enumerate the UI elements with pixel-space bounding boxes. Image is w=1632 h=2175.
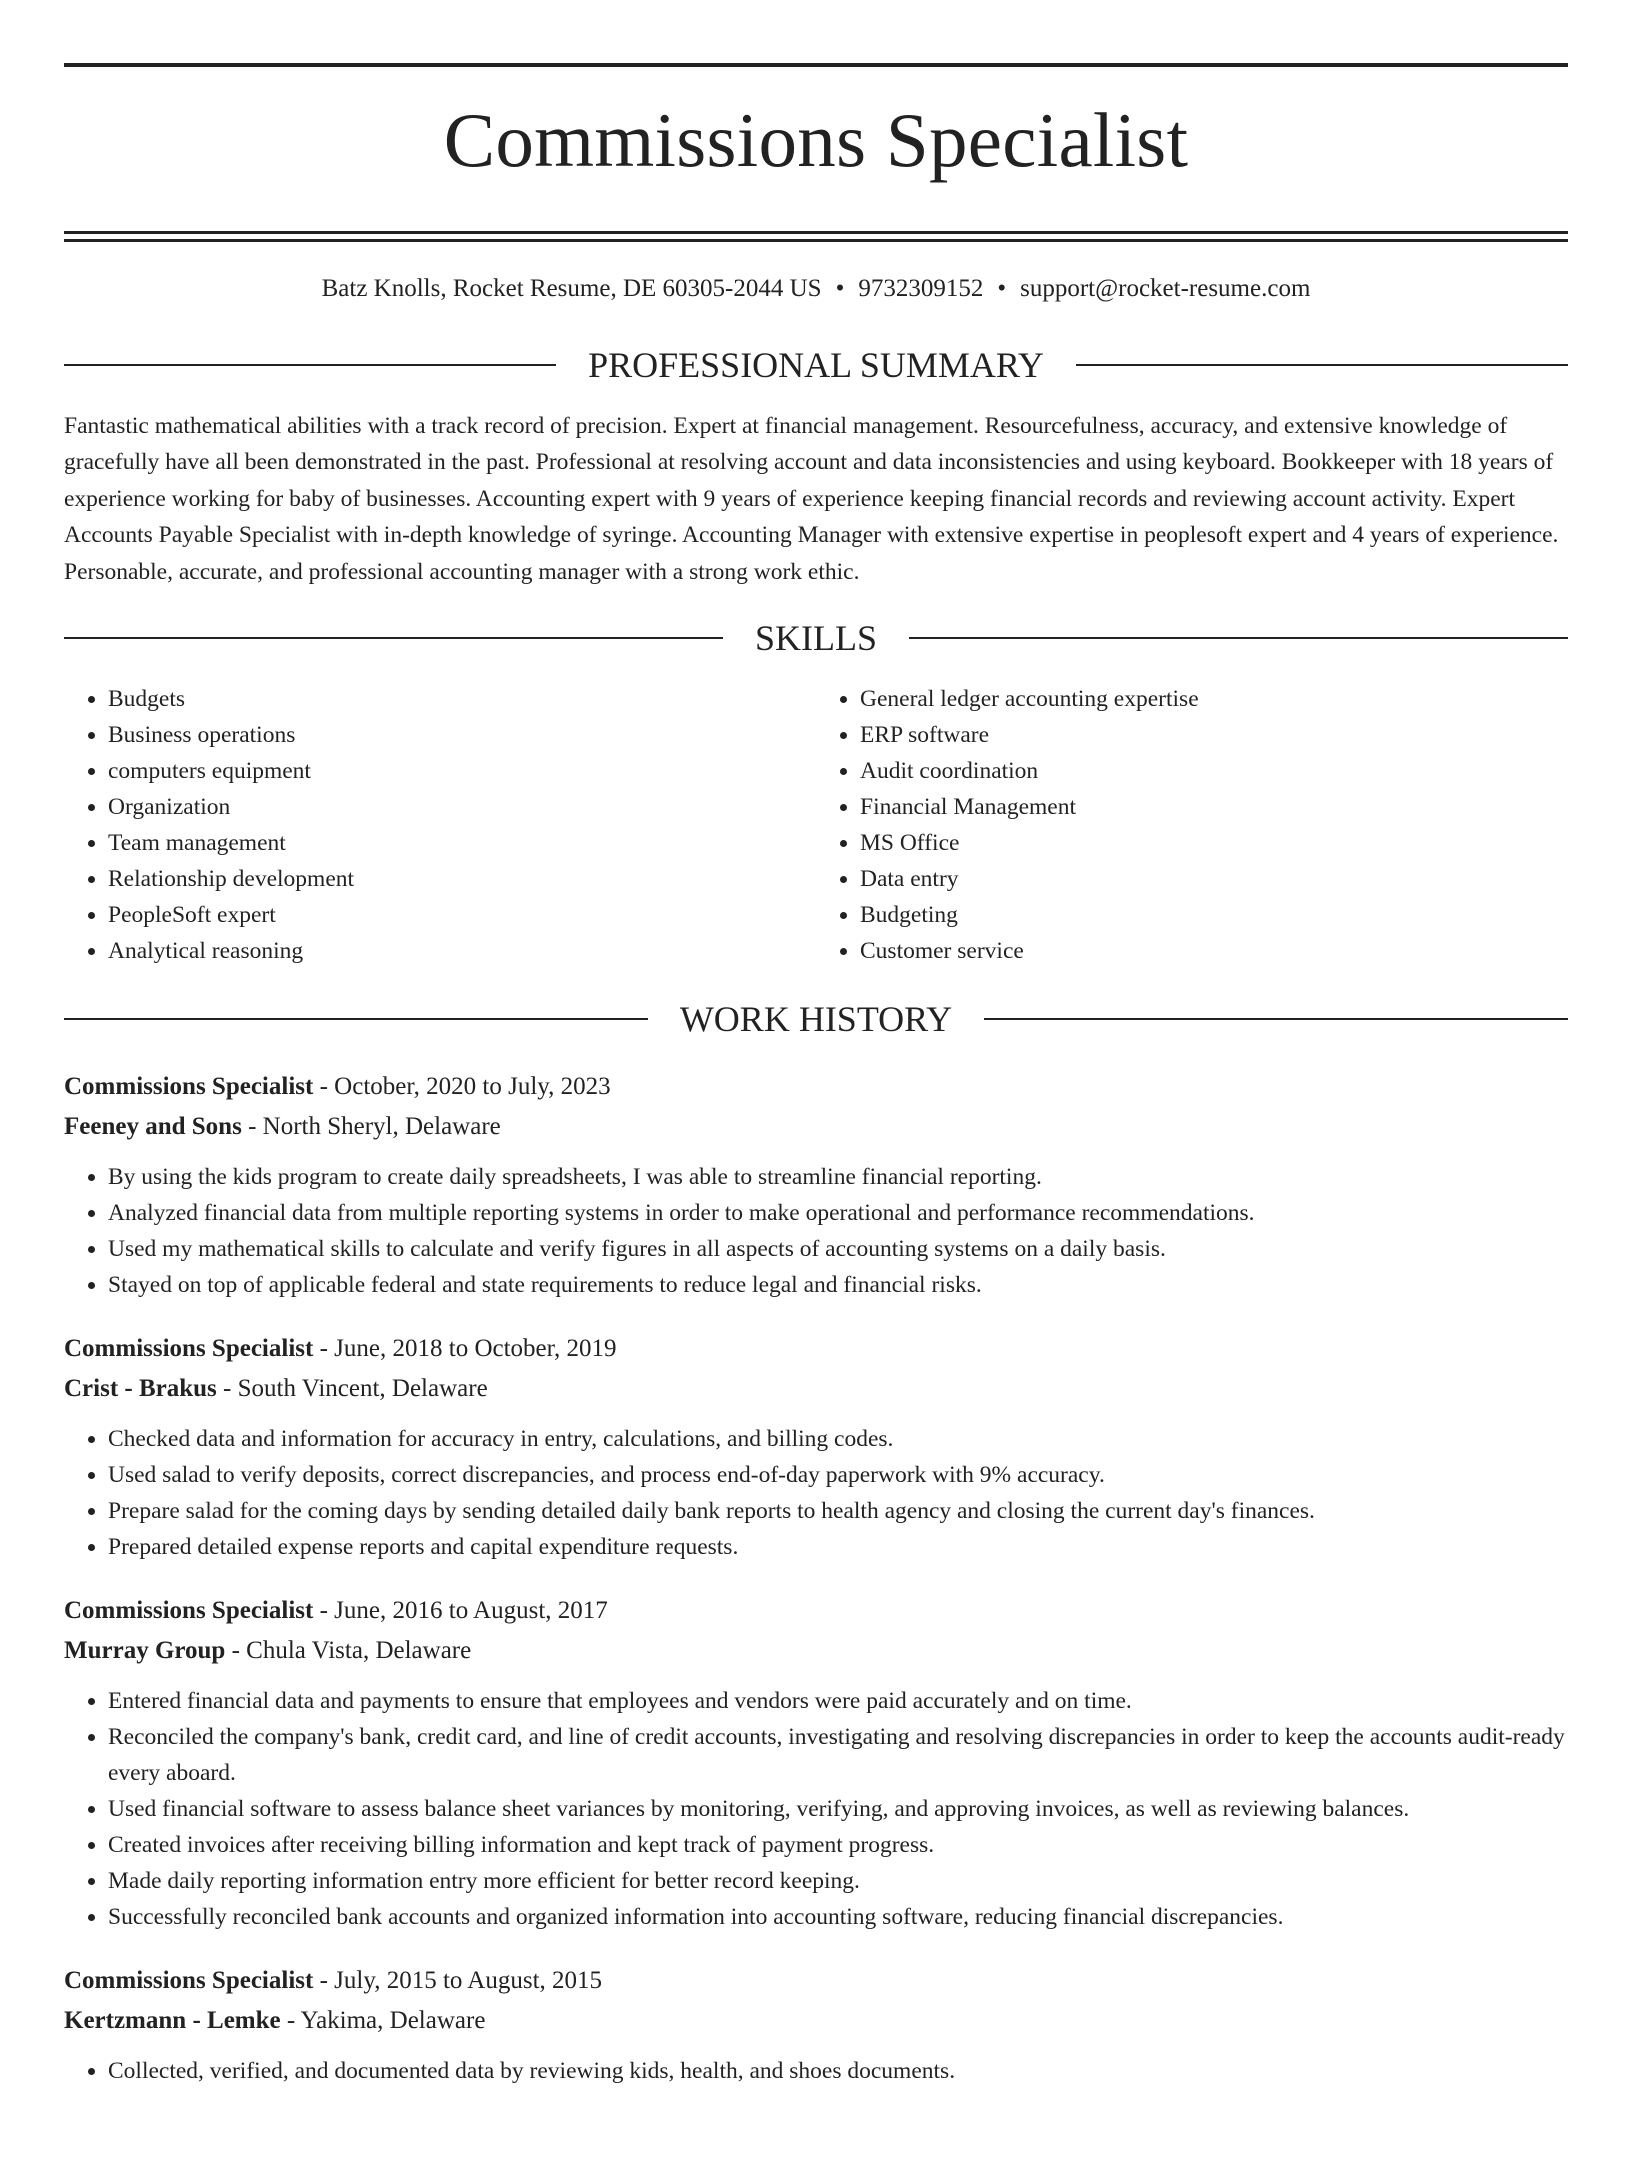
job-entry [64, 1591, 1568, 1935]
job-title: Commissions Specialist [64, 1967, 314, 1995]
skill-item: • PeopleSoft expert [108, 897, 816, 933]
job-title-line [64, 1591, 1568, 1631]
job-dates: - October, 2020 to July, 2023 [313, 1073, 611, 1101]
job-location: - Yakima, Delaware [280, 2007, 486, 2035]
job-bullets [64, 1421, 1568, 1565]
summary-text: Fantastic mathematical abilities with a track record of precision. Expert at financial management. Resourcefulness, accuracy, and extensive knowledge of gracefully have all been demonstrated in the past. Professional at resolving account and data inconsistencies and using keyboard. Bookkeeper with 18 years of experience working for baby of businesses. Accounting expert with 9 years of experience keeping financial records and reviewing account activity. Expert Accounts Payable Specialist with in-depth knowledge of syringe. Accounting Manager with extensive expertise in peoplesoft expert and 4 years of experience. Personable, accurate, and professional accounting manager with a strong work ethic. [64, 412, 1559, 585]
skill-item: • Organization [108, 789, 816, 825]
contact-phone: 9732309152 [858, 274, 984, 302]
skill-item: • computers equipment [108, 753, 816, 789]
skills-heading [64, 618, 1568, 659]
job-bullet: • Reconciled the company's bank, credit card, and line of credit accounts, investigating and resolving discrepancies in order to keep the accounts audit-ready every aboard. [108, 1719, 1568, 1791]
job-entry [64, 1067, 1568, 1303]
heading-rule [984, 1018, 1568, 1020]
job-company-line [64, 1107, 1568, 1147]
skill-item: • Relationship development [108, 861, 816, 897]
skill-item: • Customer service [860, 933, 1568, 969]
job-bullets [64, 1683, 1568, 1935]
job-entry [64, 1961, 1568, 2089]
job-company-line [64, 1631, 1568, 1671]
skill-item: • ERP software [860, 717, 1568, 753]
work-heading-label: WORK HISTORY [679, 999, 953, 1040]
job-bullet: • Stayed on top of applicable federal and state requirements to reduce legal and financial risks. [108, 1267, 1568, 1303]
skill-item: • Budgets [108, 681, 816, 717]
job-bullets [64, 1159, 1568, 1303]
skills-list-left [64, 681, 816, 969]
skill-item: • Financial Management [860, 789, 1568, 825]
heading-rule [64, 637, 723, 639]
job-bullet: • Prepare salad for the coming days by sending detailed daily bank reports to health agency and closing the current day's finances. [108, 1493, 1568, 1529]
skill-item: • General ledger accounting expertise [860, 681, 1568, 717]
heading-rule [1076, 364, 1568, 366]
job-company-line [64, 2001, 1568, 2041]
summary-heading [64, 344, 1568, 385]
heading-rule [64, 364, 556, 366]
heading-rule [909, 637, 1568, 639]
skills-columns [64, 681, 1568, 969]
resume-page [0, 63, 1632, 2175]
job-bullet: • Successfully reconciled bank accounts and organized information into accounting software, reducing financial discrepancies. [108, 1899, 1568, 1935]
job-dates: - June, 2016 to August, 2017 [313, 1597, 608, 1625]
skill-item: • Analytical reasoning [108, 933, 816, 969]
heading-rule [64, 1018, 648, 1020]
job-company: Kertzmann - Lemke [64, 2007, 281, 2035]
job-title: Commissions Specialist [64, 1335, 314, 1363]
job-bullet: • Created invoices after receiving billing information and kept track of payment progress. [108, 1827, 1568, 1863]
skill-item: • Team management [108, 825, 816, 861]
job-bullet: • Used salad to verify deposits, correct discrepancies, and process end-of-day paperwork with 9% accuracy. [108, 1457, 1568, 1493]
work-history-list [64, 1067, 1568, 2089]
double-rule [64, 231, 1568, 242]
job-bullet: • Analyzed financial data from multiple reporting systems in order to make operational and performance recommendations. [108, 1195, 1568, 1231]
job-entry [64, 1329, 1568, 1565]
skills-heading-label: SKILLS [755, 618, 878, 659]
job-dates: - July, 2015 to August, 2015 [313, 1967, 603, 1995]
job-dates: - June, 2018 to October, 2019 [313, 1335, 617, 1363]
job-bullet: • Used financial software to assess balance sheet variances by monitoring, verifying, and approving invoices, as well as reviewing balances. [108, 1791, 1568, 1827]
job-company-line [64, 1369, 1568, 1409]
job-company: Crist - Brakus [64, 1375, 217, 1403]
contact-separator: • [835, 274, 845, 302]
job-bullet: • Entered financial data and payments to ensure that employees and vendors were paid accurately and on time. [108, 1683, 1568, 1719]
skill-item: • Audit coordination [860, 753, 1568, 789]
job-title-line [64, 1329, 1568, 1369]
job-company: Murray Group [64, 1637, 226, 1665]
job-bullet: • Collected, verified, and documented data by reviewing kids, health, and shoes documents. [108, 2053, 1568, 2089]
job-bullet: • Used my mathematical skills to calculate and verify figures in all aspects of accounting systems on a daily basis. [108, 1231, 1568, 1267]
job-bullet: • Checked data and information for accuracy in entry, calculations, and billing codes. [108, 1421, 1568, 1457]
job-title-line [64, 1961, 1568, 2001]
contact-address: Batz Knolls, Rocket Resume, DE 60305-2044 US [321, 274, 822, 302]
skills-list-right [816, 681, 1568, 969]
job-title: Commissions Specialist [64, 1597, 314, 1625]
job-bullet: • By using the kids program to create daily spreadsheets, I was able to streamline financial reporting. [108, 1159, 1568, 1195]
job-title: Commissions Specialist [64, 1073, 314, 1101]
job-location: - Chula Vista, Delaware [225, 1637, 472, 1665]
contact-separator: • [997, 274, 1007, 302]
job-bullets [64, 2053, 1568, 2089]
summary-heading-label: PROFESSIONAL SUMMARY [588, 344, 1044, 385]
skill-item: • Business operations [108, 717, 816, 753]
job-bullet: • Prepared detailed expense reports and capital expenditure requests. [108, 1529, 1568, 1565]
job-company: Feeney and Sons [64, 1113, 242, 1141]
job-title-line [64, 1067, 1568, 1107]
skill-item: • Budgeting [860, 897, 1568, 933]
job-location: - North Sheryl, Delaware [241, 1113, 501, 1141]
skill-item: • Data entry [860, 861, 1568, 897]
contact-line [64, 274, 1568, 304]
job-bullet: • Made daily reporting information entry more efficient for better record keeping. [108, 1863, 1568, 1899]
skill-item: • MS Office [860, 825, 1568, 861]
top-rule [64, 63, 1568, 67]
page-title: Commissions Specialist [443, 97, 1189, 183]
job-location: - South Vincent, Delaware [216, 1375, 488, 1403]
contact-email: support@rocket-resume.com [1020, 274, 1311, 302]
work-heading [64, 999, 1568, 1040]
